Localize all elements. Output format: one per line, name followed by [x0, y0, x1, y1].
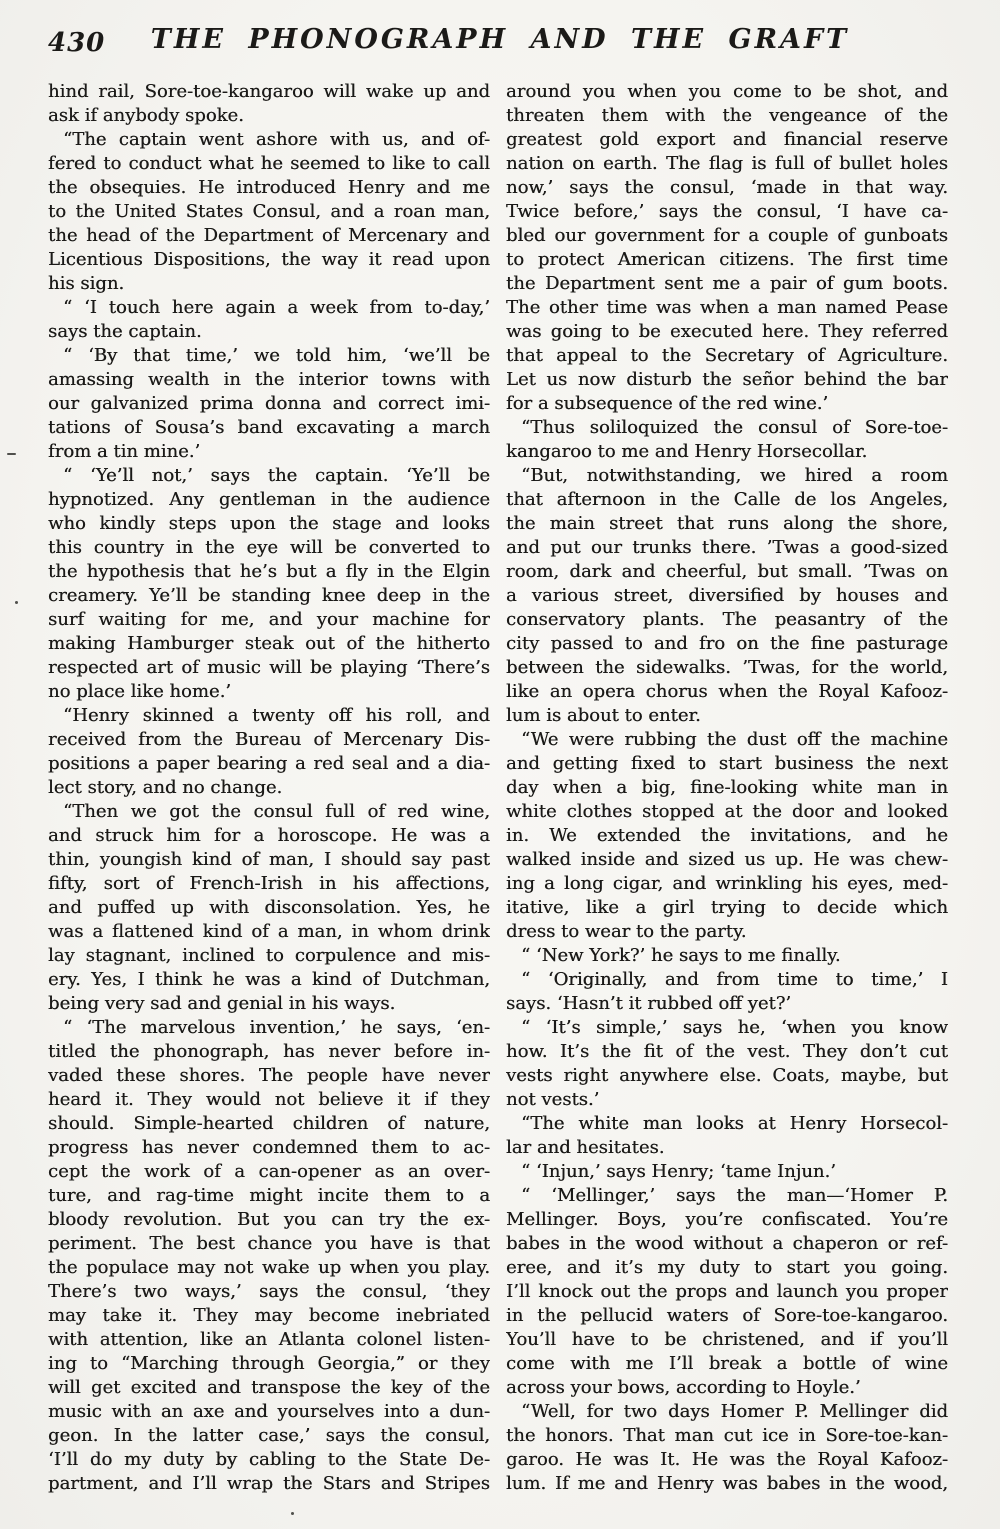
text-line: room, dark and cheerful, but small. ’Twas on	[506, 561, 948, 582]
running-head	[0, 22, 1000, 66]
text-line: “ ‘It’s simple,’ says he, ‘when you know	[521, 1017, 948, 1038]
text-line: day when a big, fine-looking white man in	[506, 777, 948, 798]
text-line: for a subsequence of the red wine.’	[506, 393, 829, 414]
paragraph	[48, 800, 490, 1016]
text-line: the head of the Department of Mercenary and	[48, 225, 490, 246]
text-line: ery. Yes, I think he was a kind of Dutchman,	[48, 969, 490, 990]
text-line: heard it. They would not believe it if they	[48, 1089, 490, 1110]
text-line: “Well, for two days Homer P. Mellinger did	[521, 1401, 948, 1422]
text-line: making Hamburger steak out of the hitherto	[48, 633, 490, 654]
paragraph	[48, 464, 490, 704]
text-line: “ ‘I touch here again a week from to-day,’	[63, 297, 490, 318]
text-line: amassing wealth in the interior towns with	[48, 369, 490, 390]
text-line: surf waiting for me, and your machine for	[48, 609, 490, 630]
text-line: with attention, like an Atlanta colonel listen-	[48, 1329, 490, 1350]
text-line: and getting fixed to start business the next	[506, 753, 948, 774]
text-line: and puffed up with disconsolation. Yes, he	[48, 897, 490, 918]
text-line: lum is about to enter.	[506, 705, 701, 726]
paragraph	[48, 1016, 490, 1496]
text-line: across your bows, according to Hoyle.’	[506, 1377, 861, 1398]
text-line: hypnotized. Any gentleman in the audience	[48, 489, 490, 510]
text-line: threaten them with the vengeance of the	[506, 105, 948, 126]
text-line: hind rail, Sore-toe-kangaroo will wake up and	[48, 81, 490, 102]
text-line: the main street that runs along the shore,	[506, 513, 948, 534]
page-number: 430	[48, 28, 106, 58]
text-line: being very sad and genial in his ways.	[48, 993, 396, 1014]
text-line: a various street, diversified by houses and	[506, 585, 948, 606]
paragraph	[506, 1184, 948, 1400]
text-line: the honors. That man cut ice in Sore-toe-kan-	[506, 1425, 948, 1446]
text-line: “ ‘Ye’ll not,’ says the captain. ‘Ye’ll be	[63, 465, 490, 486]
text-line: positions a paper bearing a red seal and a dia-	[48, 753, 490, 774]
paragraph	[48, 80, 490, 128]
text-line: “The white man looks at Henry Horsecol-	[521, 1113, 948, 1134]
paragraph	[48, 704, 490, 800]
text-line: was a flattened kind of a man, in whom drink	[48, 921, 490, 942]
text-line: “ ‘Originally, and from time to time,’ I	[521, 969, 948, 990]
text-line: Licentious Dispositions, the way it read upon	[48, 249, 490, 270]
text-line: “Henry skinned a twenty off his roll, and	[63, 705, 490, 726]
text-line: “ ‘Mellinger,’ says the man—‘Homer P.	[521, 1185, 948, 1206]
text-line: around you when you come to be shot, and	[506, 81, 948, 102]
text-line: was going to be executed here. They referred	[506, 321, 948, 342]
column-right	[506, 80, 948, 1496]
text-line: fifty, sort of French-Irish in his affections,	[48, 873, 490, 894]
text-line: music with an axe and yourselves into a dun-	[48, 1401, 490, 1422]
text-line: cept the work of a can-opener as an over-	[48, 1161, 490, 1182]
text-line: ‘I’ll do my duty by cabling to the State De-	[48, 1449, 490, 1470]
text-line: ing to “Marching through Georgia,” or they	[48, 1353, 490, 1374]
text-line: vaded these shores. The people have never	[48, 1065, 490, 1086]
text-line: lect story, and no change.	[48, 777, 283, 798]
text-line: the populace may not wake up when you play.	[48, 1257, 490, 1278]
text-line: Mellinger. Boys, you’re confiscated. You’re	[506, 1209, 948, 1230]
scan-speck	[15, 601, 18, 604]
paragraph	[506, 728, 948, 944]
paragraph	[506, 944, 948, 968]
text-line: to protect American citizens. The first time	[506, 249, 948, 270]
text-line: and put our trunks there. ’Twas a good-sized	[506, 537, 948, 558]
paragraph	[506, 1016, 948, 1112]
text-columns	[48, 80, 948, 1496]
paragraph	[506, 416, 948, 464]
paragraph	[506, 464, 948, 728]
paragraph	[506, 1112, 948, 1160]
text-line: “The captain went ashore with us, and of-	[63, 129, 490, 150]
text-line: lum. If me and Henry was babes in the wood,	[506, 1473, 948, 1494]
text-line: creamery. Ye’ll be standing knee deep in the	[48, 585, 490, 606]
text-line: garoo. He was It. He was the Royal Kafooz-	[506, 1449, 948, 1470]
text-line: from a tin mine.’	[48, 441, 201, 462]
text-line: that afternoon in the Calle de los Angeles,	[506, 489, 948, 510]
text-line: our galvanized prima donna and correct imi-	[48, 393, 490, 414]
text-line: geon. In the latter case,’ says the consul,	[48, 1425, 490, 1446]
text-line: between the sidewalks. ’Twas, for the world,	[506, 657, 948, 678]
text-line: lay stagnant, inclined to corpulence and mis-	[48, 945, 490, 966]
text-line: the obsequies. He introduced Henry and me	[48, 177, 490, 198]
text-line: “ ‘By that time,’ we told him, ‘we’ll be	[63, 345, 490, 366]
text-line: “We were rubbing the dust off the machine	[521, 729, 948, 750]
text-line: greatest gold export and financial reserve	[506, 129, 948, 150]
text-line: and struck him for a horoscope. He was a	[48, 825, 490, 846]
text-line: this country in the eye will be converted to	[48, 537, 490, 558]
text-line: eree, and it’s my duty to start you going.	[506, 1257, 948, 1278]
text-line: no place like home.’	[48, 681, 232, 702]
paragraph	[48, 296, 490, 344]
paragraph	[506, 968, 948, 1016]
text-line: vests right anywhere else. Coats, maybe, but	[506, 1065, 948, 1086]
paragraph	[48, 128, 490, 296]
text-line: periment. The best chance you have is that	[48, 1233, 490, 1254]
text-line: will get excited and transpose the key of the	[48, 1377, 490, 1398]
text-line: the hypothesis that he’s but a fly in the Elgin	[48, 561, 490, 582]
text-line: Twice before,’ says the consul, ‘I have ca-	[506, 201, 948, 222]
text-line: titled the phonograph, has never before in-	[48, 1041, 490, 1062]
paragraph	[506, 1400, 948, 1496]
text-line: bled our government for a couple of gunboats	[506, 225, 948, 246]
text-line: not vests.’	[506, 1089, 600, 1110]
scan-speck	[291, 1512, 294, 1515]
text-line: fered to conduct what he seemed to like to call	[48, 153, 490, 174]
text-line: in. We extended the invitations, and he	[506, 825, 948, 846]
text-line: partment, and I’ll wrap the Stars and Stripes	[48, 1473, 490, 1494]
text-line: respected art of music will be playing ‘There’s	[48, 657, 490, 678]
text-line: received from the Bureau of Mercenary Dis-	[48, 729, 490, 750]
text-line: dress to wear to the party.	[506, 921, 747, 942]
text-line: tations of Sousa’s band excavating a march	[48, 417, 490, 438]
text-line: bloody revolution. But you can try the ex-	[48, 1209, 490, 1230]
text-line: “ ‘Injun,’ says Henry; ‘tame Injun.’	[521, 1161, 836, 1182]
text-line: who kindly steps upon the stage and looks	[48, 513, 490, 534]
text-line: babes in the wood without a chaperon or ref-	[506, 1233, 948, 1254]
text-line: walked inside and sized us up. He was chew-	[506, 849, 948, 870]
text-line: itative, like a girl trying to decide which	[506, 897, 948, 918]
text-line: how. It’s the fit of the vest. They don’t cut	[506, 1041, 948, 1062]
text-line: city passed to and fro on the fine pasturage	[506, 633, 948, 654]
text-line: I’ll knock out the props and launch you proper	[506, 1281, 948, 1302]
text-line: “ ‘New York?’ he says to me finally.	[521, 945, 841, 966]
text-line: lar and hesitates.	[506, 1137, 665, 1158]
text-line: white clothes stopped at the door and looked	[506, 801, 948, 822]
text-line: The other time was when a man named Pease	[506, 297, 948, 318]
text-line: should. Simple-hearted children of nature,	[48, 1113, 490, 1134]
text-line: says the captain.	[48, 321, 202, 342]
text-line: like an opera chorus when the Royal Kafooz-	[506, 681, 948, 702]
paragraph	[506, 1160, 948, 1184]
text-line: ing a long cigar, and wrinkling his eyes, med-	[506, 873, 948, 894]
text-line: There’s two ways,’ says the consul, ‘they	[48, 1281, 490, 1302]
text-line: says. ‘Hasn’t it rubbed off yet?’	[506, 993, 792, 1014]
text-line: “Then we got the consul full of red wine,	[63, 801, 490, 822]
text-line: ask if anybody spoke.	[48, 105, 244, 126]
text-line: progress has never condemned them to ac-	[48, 1137, 490, 1158]
text-line: You’ll have to be christened, and if you’ll	[506, 1329, 948, 1350]
text-line: nation on earth. The flag is full of bullet holes	[506, 153, 948, 174]
paragraph	[506, 80, 948, 416]
text-line: may take it. They may become inebriated	[48, 1305, 490, 1326]
text-line: come with me I’ll break a bottle of wine	[506, 1353, 948, 1374]
text-line: kangaroo to me and Henry Horsecollar.	[506, 441, 868, 462]
text-line: “Thus soliloquized the consul of Sore-toe-	[521, 417, 948, 438]
paragraph	[48, 344, 490, 464]
text-line: in the pellucid waters of Sore-toe-kangaroo.	[506, 1305, 948, 1326]
text-line: ture, and rag-time might incite them to a	[48, 1185, 490, 1206]
page-title: THE PHONOGRAPH AND THE GRAFT	[150, 24, 850, 55]
text-line: conservatory plants. The peasantry of the	[506, 609, 948, 630]
text-line: that appeal to the Secretary of Agriculture.	[506, 345, 948, 366]
text-line: “ ‘The marvelous invention,’ he says, ‘en-	[63, 1017, 490, 1038]
text-line: to the United States Consul, and a roan man,	[48, 201, 490, 222]
text-line: his sign.	[48, 273, 125, 294]
text-line: “But, notwithstanding, we hired a room	[521, 465, 948, 486]
column-left	[48, 80, 490, 1496]
text-line: the Department sent me a pair of gum boots.	[506, 273, 948, 294]
text-line: thin, youngish kind of man, I should say past	[48, 849, 490, 870]
text-line: Let us now disturb the señor behind the bar	[506, 369, 948, 390]
text-line: now,’ says the consul, ‘made in that way.	[506, 177, 948, 198]
scan-speck	[7, 453, 16, 455]
